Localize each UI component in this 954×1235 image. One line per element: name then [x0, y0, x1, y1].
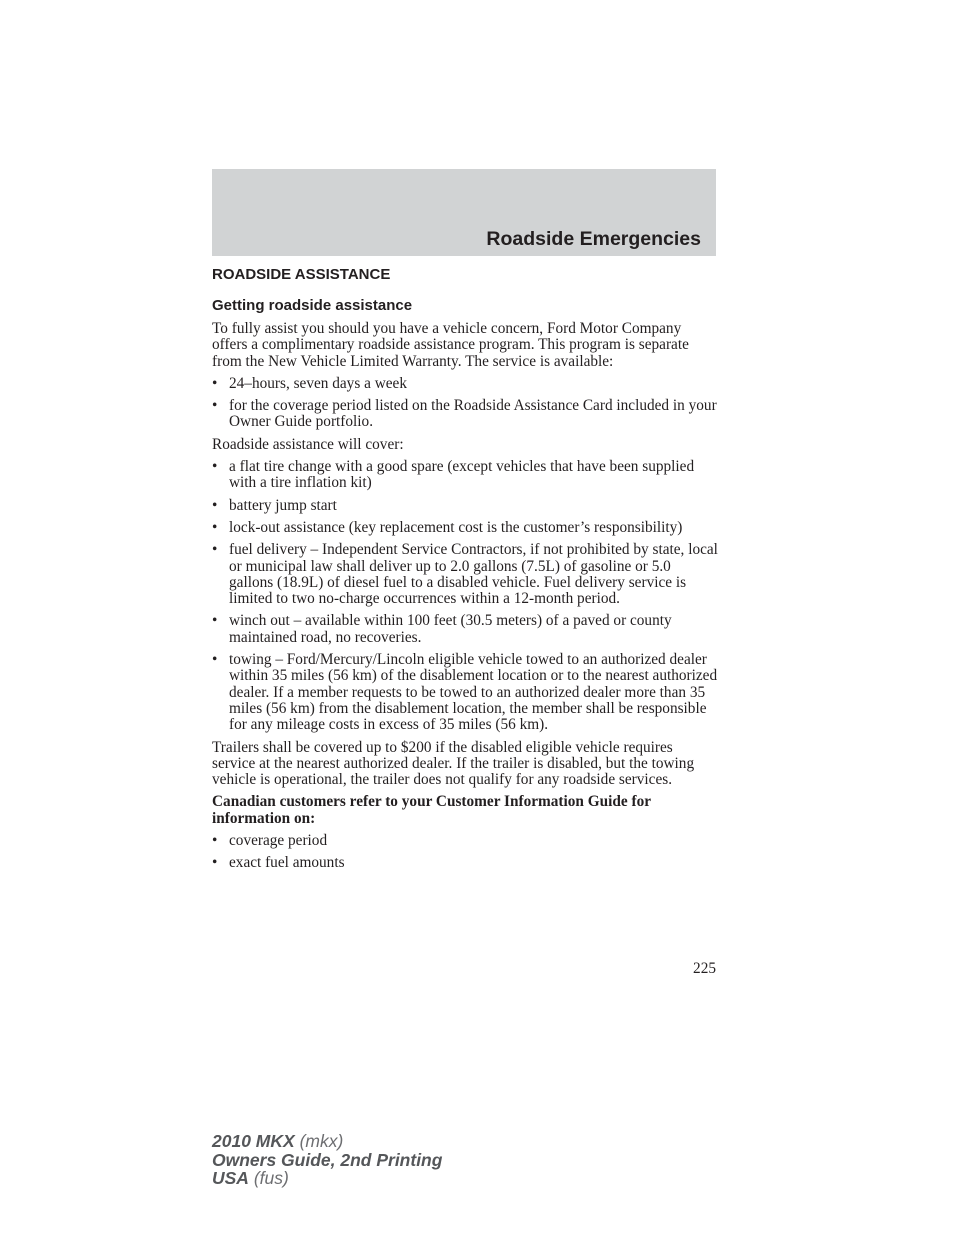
footer-line-model: 2010 MKX (mkx)	[212, 1131, 344, 1151]
bullet-icon: •	[212, 496, 218, 514]
canadian-note: Canadian customers refer to your Customer Information Guide for information on:	[212, 793, 651, 827]
section-header-band	[212, 169, 716, 256]
availability-list	[212, 376, 718, 431]
list-item: • 24–hours, seven days a week	[212, 374, 407, 392]
footer-line-region: USA (fus)	[212, 1168, 289, 1188]
bullet-icon: •	[212, 374, 218, 392]
list-item: • for the coverage period listed on the Roadside Assistance Card included in your Owner Guide portfolio.	[212, 397, 717, 431]
bullet-icon: •	[212, 458, 218, 476]
page-number: 225	[693, 960, 716, 977]
bullet-icon: •	[212, 397, 218, 415]
trailers-paragraph: Trailers shall be covered up to $200 if the disabled eligible vehicle requires service at the nearest authorized dealer. If the trailer is disabled, but the towing vehicle is operational, the trailer does not qualify for any roadside services.	[212, 738, 695, 789]
coverage-list	[212, 459, 718, 733]
section-title: ROADSIDE ASSISTANCE	[212, 266, 391, 283]
list-item: • fuel delivery – Independent Service Contractors, if not prohibited by state, local or municipal law shall deliver up to 2.0 gallons (7.5L) of gasoline or 5.0 gallons (18.9L) of diesel fuel to a disabled vehicle. Fuel delivery service is limited to two no-charge occurrences within a 12-month period.	[212, 541, 718, 608]
bullet-icon: •	[212, 612, 218, 630]
list-item: • winch out – available within 100 feet (30.5 meters) of a paved or county maintained road, no recoveries.	[212, 612, 672, 646]
bullet-icon: •	[212, 854, 218, 872]
section-subtitle: Getting roadside assistance	[212, 297, 413, 314]
page-content	[212, 266, 718, 878]
section-header-title: Roadside Emergencies	[486, 228, 701, 250]
list-item: • exact fuel amounts	[212, 854, 345, 872]
list-item: • towing – Ford/Mercury/Lincoln eligible vehicle towed to an authorized dealer within 35 miles (56 km) of the disablement location or to the nearest authorized dealer. If a member requests to be towed to an authorized dealer more than 35 miles (56 km) from the disablement location, the member shall be responsible for any mileage costs in excess of 35 miles (56 km).	[212, 651, 718, 734]
list-item: • coverage period	[212, 832, 328, 850]
bullet-icon: •	[212, 832, 218, 850]
footer-line-printing: Owners Guide, 2nd Printing	[212, 1149, 443, 1170]
canadian-list	[212, 833, 718, 872]
footer-print-info	[212, 1132, 442, 1188]
list-item: • battery jump start	[212, 496, 337, 514]
intro-paragraph: To fully assist you should you have a vehicle concern, Ford Motor Company offers a complimentary roadside assistance program. This program is separate from the New Vehicle Limited Warranty. The service is available:	[212, 320, 689, 370]
list-item: • a flat tire change with a good spare (except vehicles that have been supplied with a tire inflation kit)	[212, 458, 695, 492]
list-item: • lock-out assistance (key replacement cost is the customer’s responsibility)	[212, 518, 683, 536]
coverage-intro: Roadside assistance will cover:	[212, 435, 404, 453]
bullet-icon: •	[212, 518, 218, 536]
bullet-icon: •	[212, 651, 218, 669]
bullet-icon: •	[212, 541, 218, 559]
